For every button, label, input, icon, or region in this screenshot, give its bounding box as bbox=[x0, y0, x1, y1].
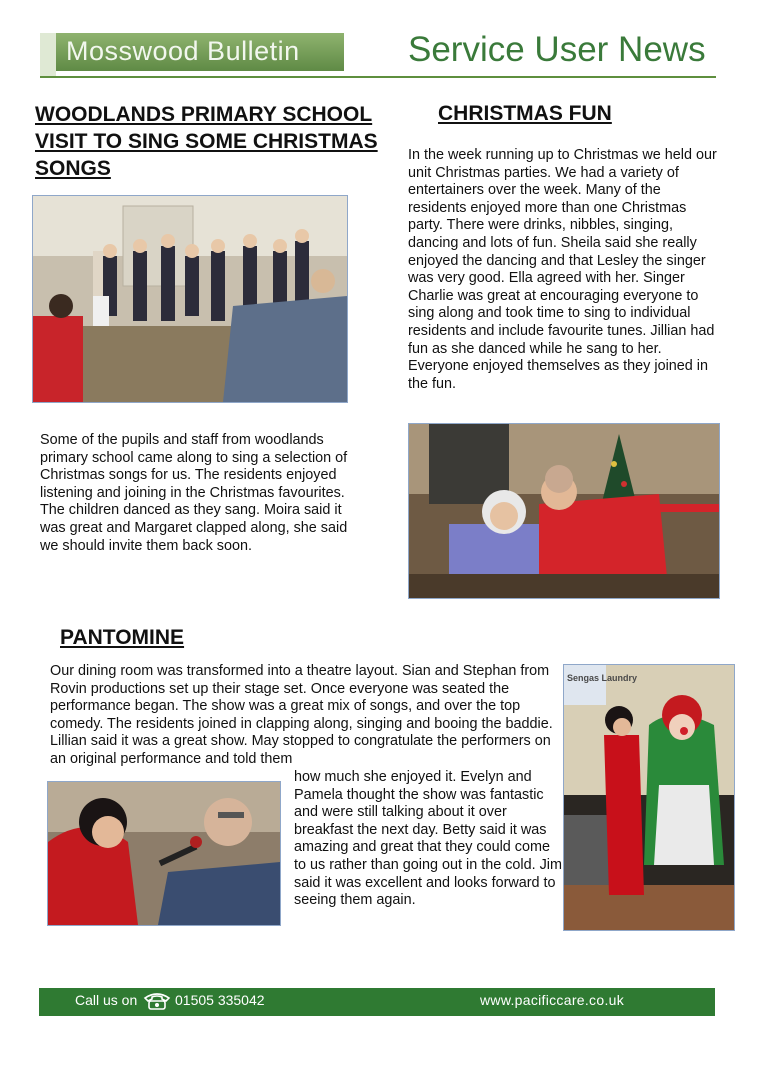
school-visit-text: Some of the pupils and staff from woodlands primary school came along to sing a selection of Christmas songs for us. The residents enjoyed listening and joining in the Christmas favourites. The children danced as they sang. Moira said it was great and Margaret clapped along, she said we should invite them back soon. bbox=[40, 432, 348, 554]
footer-phone-number: 01505 335042 bbox=[175, 992, 265, 1008]
footer-website[interactable]: www.pacificcare.co.uk bbox=[480, 992, 625, 1008]
christmas-fun-text: In the week running up to Christmas we held our unit Christmas parties. We had a variety of entertainers over the week. Many of the residents enjoyed more than one Christmas party. There were drinks, nibbles, singing, dancing and lots of fun. Sheila said she really enjoyed the dancing and that Lesley the singer was very good. Ella agreed with her. Singer Charlie was great at encouraging everyone to sing along and took time to sing to individual residents and include favourite tunes. Jillian had fun as she danced while he sang to her. Everyone enjoyed themselves as they joined in the fun. bbox=[408, 147, 717, 392]
pantomime-singer-photo bbox=[47, 781, 281, 926]
page-title: Service User News bbox=[408, 30, 706, 69]
school-choir-photo bbox=[32, 195, 348, 403]
pantomime-text-part1: Our dining room was transformed into a theatre layout. Sian and Stephan from Rovin productions set up their stage set. Once everyone was seated the performance began. The show was a great mix of songs, and over the top comedy. The residents joined in clapping along, singing and booing the baddie. Lillian said it was a great show. May stopped to congratulate the performers on an original performance and told them bbox=[50, 663, 553, 767]
christmas-fun-heading: CHRISTMAS FUN bbox=[438, 102, 612, 125]
header-divider bbox=[40, 76, 716, 78]
school-visit-heading: WOODLANDS PRIMARY SCHOOL VISIT TO SING SOME CHRISTMAS SONGS bbox=[35, 103, 378, 180]
header-accent-bar bbox=[40, 33, 56, 77]
phone-icon bbox=[143, 991, 171, 1011]
christmas-party-photo bbox=[408, 423, 720, 599]
bulletin-badge-title: Mosswood Bulletin bbox=[66, 36, 300, 66]
laundry-sign-text: Sengas Laundry bbox=[567, 673, 638, 683]
pantomime-heading: PANTOMINE bbox=[60, 626, 185, 649]
pantomime-dame-photo bbox=[563, 664, 735, 931]
pantomime-text-part2: how much she enjoyed it. Evelyn and Pamela thought the show was fantastic and were still talking about it over breakfast the next day. Betty said it was amazing and great that they could come to us rather than going out in the cold. Jim said it was excellent and looks forward to seeing them again. bbox=[294, 769, 562, 909]
footer-call-label: Call us on bbox=[75, 992, 138, 1008]
